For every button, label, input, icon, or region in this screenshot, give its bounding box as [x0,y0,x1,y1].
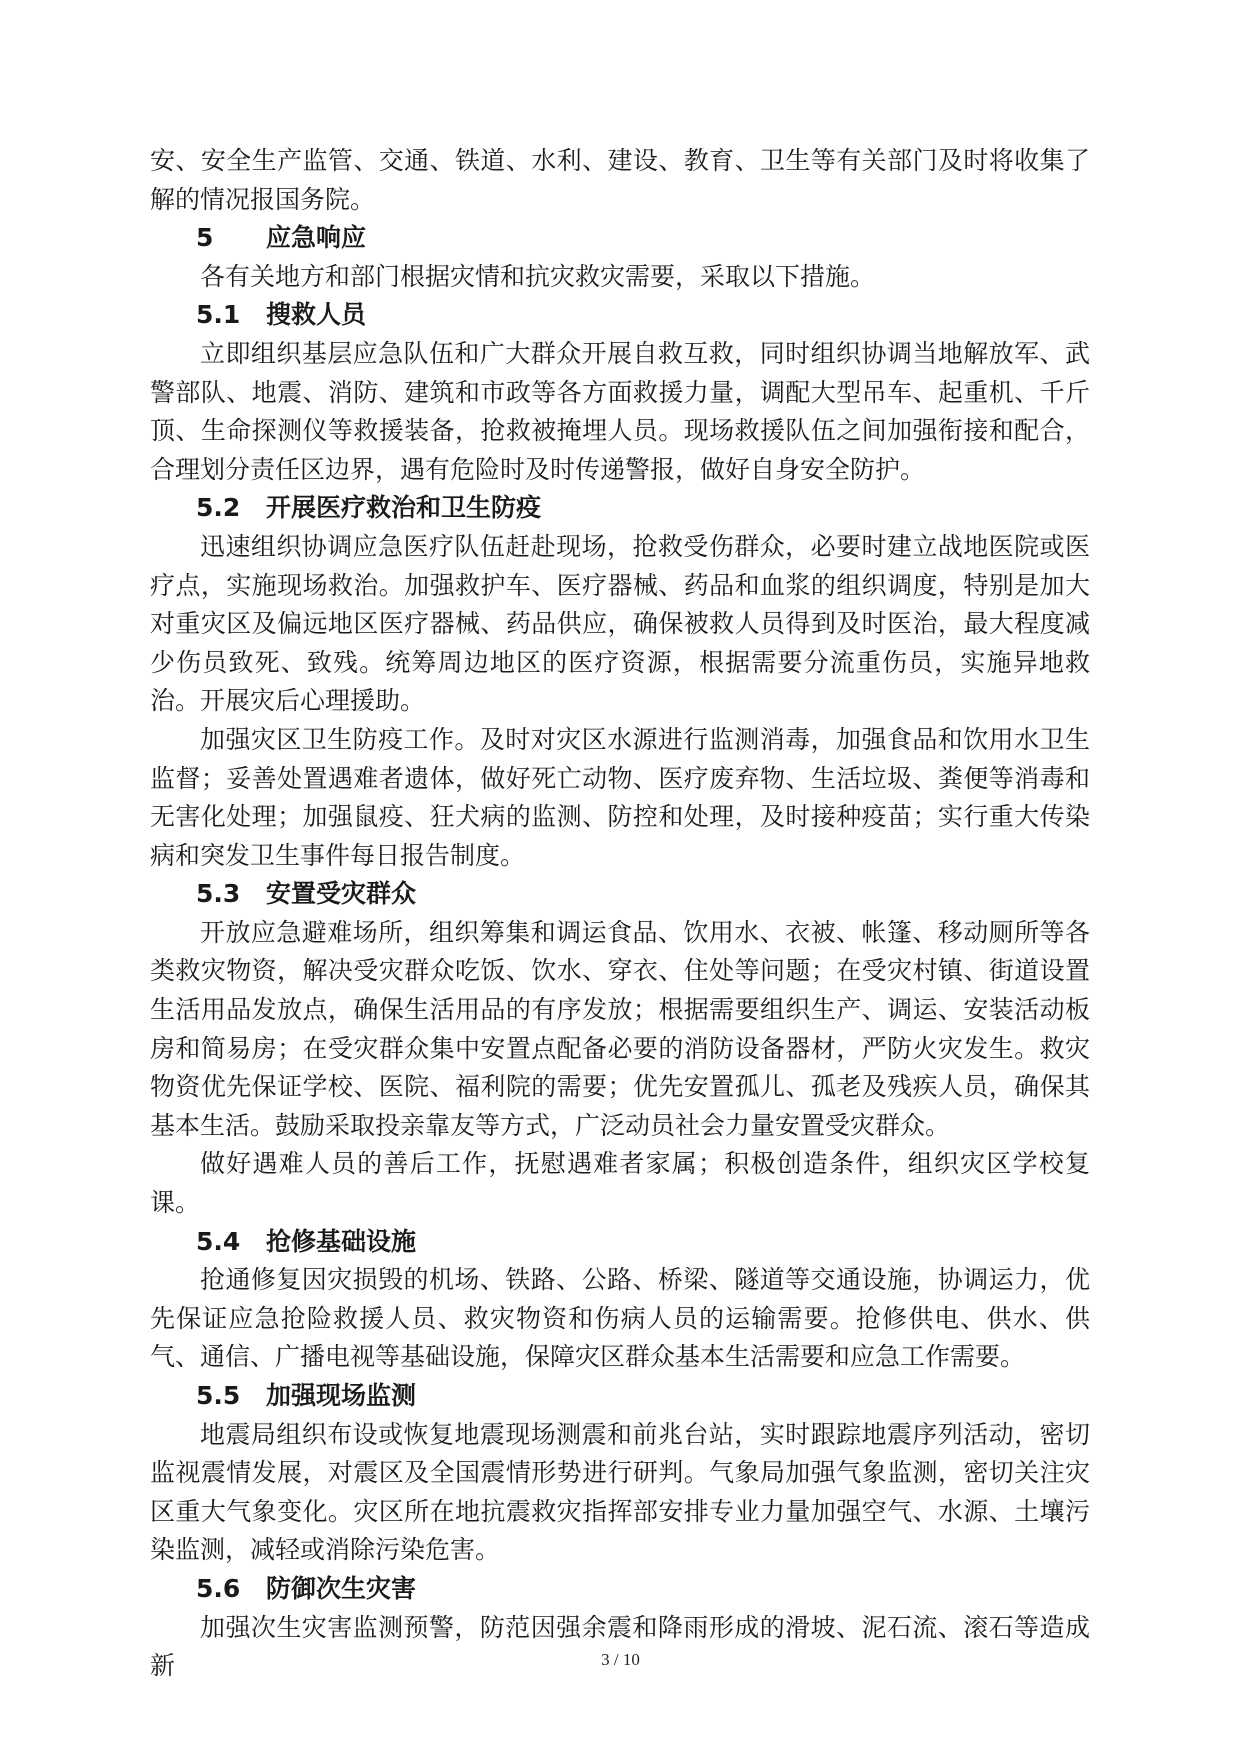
section-number: 5.2 [196,493,241,523]
paragraph: 各有关地方和部门根据灾情和抗灾救灾需要，采取以下措施。 [200,261,876,291]
paragraph: 加强灾区卫生防疫工作。及时对灾区水源进行监测消毒，加强食品和饮用水卫生监督；妥善处置遇难者遗体，做好死亡动物、医疗废弃物、生活垃圾、粪便等消毒和无害化处理；加强鼠疫、狂犬病的监测、防控和处理，及时接种疫苗；实行重大传染病和突发卫生事件每日报告制度。 [150,724,1090,870]
page-number: 3 / 10 [601,1650,640,1669]
section-title: 防御次生灾害 [266,1573,417,1603]
paragraph: 立即组织基层应急队伍和广大群众开展自救互救，同时组织协调当地解放军、武警部队、地震、消防、建筑和市政等各方面救援力量，调配大型吊车、起重机、千斤顶、生命探测仪等救援装备，抢救被掩埋人员。现场救援队伍之间加强衔接和配合，合理划分责任区边界，遇有危险时及时传递警报，做好自身安全防护。 [150,338,1090,484]
paragraph: 开放应急避难场所，组织筹集和调运食品、饮用水、衣被、帐篷、移动厕所等各类救灾物资，解决受灾群众吃饭、饮水、穿衣、住处等问题；在受灾村镇、街道设置生活用品发放点，确保生活用品的有序发放；根据需要组织生产、调运、安装活动板房和简易房；在受灾群众集中安置点配备必要的消防设备器材，严防火灾发生。救灾物资优先保证学校、医院、福利院的需要；优先安置孤儿、孤老及残疾人员，确保其基本生活。鼓励采取投亲靠友等方式，广泛动员社会力量安置受灾群众。 [150,917,1090,1140]
section-number: 5 [196,223,214,253]
section-title: 开展医疗救治和卫生防疫 [266,493,542,523]
section-heading [150,875,1090,914]
section-title: 抢修基础设施 [266,1226,417,1256]
section-number: 5.3 [196,879,241,909]
section-title: 加强现场监测 [266,1381,417,1410]
section-heading [150,219,1090,258]
paragraph: 做好遇难人员的善后工作，抚慰遇难者家属；积极创造条件，组织灾区学校复课。 [150,1149,1090,1218]
section-title: 搜救人员 [266,300,367,330]
section-heading [150,296,1090,335]
paragraph: 安、安全生产监管、交通、铁道、水利、建设、教育、卫生等有关部门及时将收集了解的情况报国务院。 [150,146,1090,214]
section-heading [150,1570,1090,1609]
section-number: 5.1 [196,300,241,330]
section-heading [150,1223,1090,1262]
section-number: 5.4 [196,1226,241,1256]
paragraph: 地震局组织布设或恢复地震现场测震和前兆台站，实时跟踪地震序列活动，密切监视震情发展，对震区及全国震情形势进行研判。气象局加强气象监测，密切关注灾区重大气象变化。灾区所在地抗震救灾指挥部安排专业力量加强空气、水源、土壤污染监测，减轻或消除污染危害。 [150,1419,1090,1565]
paragraph: 迅速组织协调应急医疗队伍赶赴现场，抢救受伤群众，必要时建立战地医院或医疗点，实施现场救治。加强救护车、医疗器械、药品和血浆的组织调度，特别是加大对重灾区及偏远地区医疗器械、药品供应，确保被救人员得到及时医治，最大程度减少伤员致死、致残。统筹周边地区的医疗资源，根据需要分流重伤员，实施异地救治。开展灾后心理援助。 [150,531,1090,716]
section-heading [150,1377,1090,1416]
paragraph: 抢通修复因灾损毁的机场、铁路、公路、桥梁、隧道等交通设施，协调运力，优先保证应急抢险救援人员、救灾物资和伤病人员的运输需要。抢修供电、供水、供气、通信、广播电视等基础设施，保障灾区群众基本生活需要和应急工作需要。 [150,1265,1090,1372]
section-number: 5.6 [196,1573,241,1603]
document-body [150,142,1090,1686]
section-title: 安置受灾群众 [266,879,417,909]
section-heading [150,489,1090,528]
paragraph: 加强次生灾害监测预警，防范因强余震和降雨形成的滑坡、泥石流、滚石等造成新 [150,1612,1090,1681]
section-number: 5.5 [196,1381,241,1410]
section-title: 应急响应 [266,223,367,253]
